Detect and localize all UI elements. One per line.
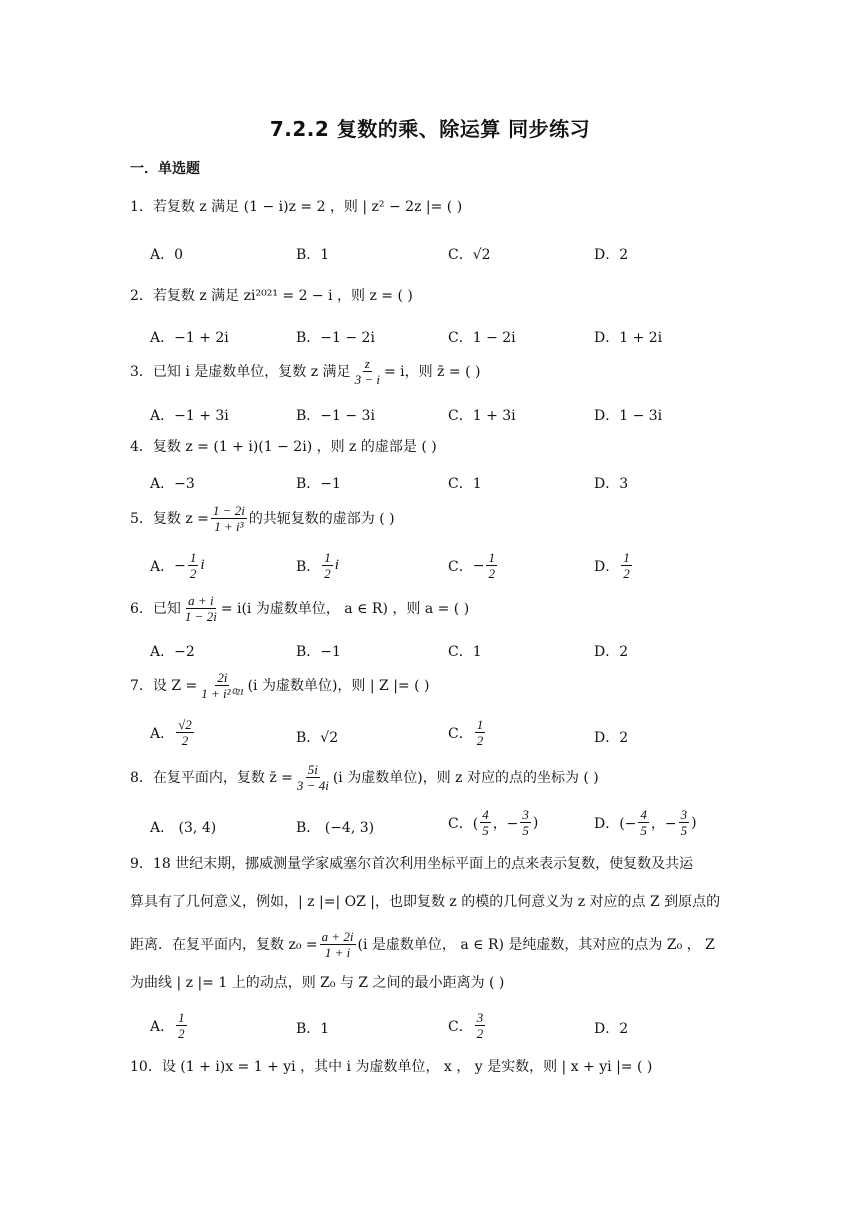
q3-option-d[interactable]: D．1 − 3i (594, 408, 663, 424)
q7-option-a[interactable]: A． $\frac{√2}{2}$ (150, 717, 192, 748)
q4-option-b[interactable]: B．−1 (296, 476, 341, 492)
q6-stem-b: = i(i 为虚数单位， a ∈ R) ，则 a = ( ) (220, 600, 470, 617)
q8-option-d[interactable]: D．(− $\frac{4}{5}$ ，− $\frac{3}{5}$ ) (594, 807, 697, 838)
q6-option-a[interactable]: A．−2 (150, 644, 195, 660)
q9-line-3b: (i 是虚数单位， a ∈ R) 是纯虚数，其对应的点为 Z₀ ， Z (357, 936, 715, 953)
q7-option-c[interactable]: C． $\frac{1}{2}$ (448, 717, 484, 748)
q8-option-b[interactable]: B． (−4, 3) (296, 820, 375, 836)
q8-option-a[interactable]: A． (3, 4) (150, 820, 217, 836)
q4-option-d[interactable]: D．3 (594, 476, 629, 492)
q4-option-a[interactable]: A．−3 (150, 476, 195, 492)
q9-option-b[interactable]: B．1 (296, 1021, 330, 1037)
question-9-line-2: 算具有了几何意义，例如，| z |=| OZ |，也即复数 z 的模的几何意义为 z 对应的点 Z 到原点的 (130, 894, 721, 910)
q6-option-c[interactable]: C．1 (448, 644, 482, 660)
q6-fraction: $\frac{a + i}{1 - 2i}$ (184, 593, 217, 624)
q7-option-d[interactable]: D．2 (594, 730, 629, 746)
section-heading: 一．单选题 (130, 161, 200, 177)
q8-stem-a: 8．在复平面内，复数 z̄ = (130, 769, 293, 786)
q6-stem-a: 6．已知 (130, 600, 181, 617)
question-4: 4．复数 z = (1 + i)(1 − 2i) ，则 z 的虚部是 ( ) (130, 439, 437, 455)
q9-fraction: $\frac{a + 2i}{1 + i}$ (321, 929, 354, 960)
q1-option-a[interactable]: A．0 (150, 247, 184, 263)
q3-option-c[interactable]: C．1 + 3i (448, 408, 516, 424)
q5-option-d[interactable]: D． $\frac{1}{2}$ (594, 550, 630, 581)
q8-stem-b: (i 为虚数单位)，则 z 对应的点的坐标为 ( ) (332, 769, 599, 786)
q6-option-b[interactable]: B．−1 (296, 644, 341, 660)
q5-option-c[interactable]: C． − $\frac{1}{2}$ (448, 550, 495, 581)
page-title: 7.2.2 复数的乘、除运算 同步练习 (269, 117, 591, 141)
q8-option-c[interactable]: C．( $\frac{4}{5}$ ，− $\frac{3}{5}$ ) (448, 807, 539, 838)
q3-stem-a: 3．已知 i 是虚数单位，复数 z 满足 (130, 363, 351, 380)
q9-option-c[interactable]: C． $\frac{3}{2}$ (448, 1010, 484, 1041)
question-5 (130, 503, 395, 534)
q5-option-a[interactable]: A． − $\frac{1}{2}$ i (150, 550, 205, 581)
q3-option-b[interactable]: B．−1 − 3i (296, 408, 375, 424)
q2-option-d[interactable]: D．1 + 2i (594, 330, 663, 346)
q3-option-a[interactable]: A．−1 + 3i (150, 408, 229, 424)
q7-option-b[interactable]: B．√2 (296, 730, 339, 746)
question-10: 10．设 (1 + i)x = 1 + yi ，其中 i 为虚数单位， x ， y 是实数，则 | x + yi |= ( ) (130, 1059, 653, 1075)
question-8 (130, 762, 599, 793)
q1-option-c[interactable]: C．√2 (448, 247, 491, 263)
q2-option-b[interactable]: B．−1 − 2i (296, 330, 375, 346)
q5-stem-a: 5．复数 z = (130, 510, 209, 527)
q6-option-d[interactable]: D．2 (594, 644, 629, 660)
q5-option-b[interactable]: B． $\frac{1}{2}$ i (296, 550, 339, 581)
question-1: 1．若复数 z 满足 (1 − i)z = 2 ，则 | z² − 2z |= ( ) (130, 199, 463, 215)
q9-option-d[interactable]: D．2 (594, 1021, 629, 1037)
question-7 (130, 670, 429, 701)
q9-line-3a: 距离．在复平面内，复数 z₀ = (130, 936, 318, 953)
question-9-line-1: 9．18 世纪末期，挪威测量学家威塞尔首次利用坐标平面上的点来表示复数，使复数及共运 (130, 856, 694, 872)
q3-fraction: $\frac{z}{3 - i}$ (354, 356, 380, 387)
q1-option-d[interactable]: D．2 (594, 247, 629, 263)
q7-stem-a: 7．设 Z = (130, 677, 198, 694)
question-3 (130, 356, 480, 387)
q4-option-c[interactable]: C．1 (448, 476, 482, 492)
q7-stem-b: (i 为虚数单位)，则 | Z |= ( ) (247, 677, 430, 694)
q5-stem-b: 的共轭复数的虚部为 ( ) (248, 510, 395, 527)
q1-option-b[interactable]: B．1 (296, 247, 330, 263)
question-9-line-3 (130, 929, 715, 960)
q5-fraction: $\frac{1 - 2i}{\text{1 + i³}}$ (212, 503, 245, 534)
q7-fraction: $\frac{2i}{\text{1 + i²⁰²¹}}$ (201, 670, 244, 701)
q2-option-a[interactable]: A．−1 + 2i (150, 330, 229, 346)
q8-fraction: $\frac{5i}{3 - 4i}$ (296, 762, 329, 793)
question-9-line-4: 为曲线 | z |= 1 上的动点，则 Z₀ 与 Z 之间的最小距离为 ( ) (130, 975, 505, 991)
question-6 (130, 593, 469, 624)
question-2: 2．若复数 z 满足 zi²⁰²¹ = 2 − i ，则 z = ( ) (130, 288, 413, 304)
q3-stem-b: = i，则 z̄ = ( ) (383, 363, 481, 380)
q9-option-a[interactable]: A． $\frac{1}{2}$ (150, 1010, 185, 1041)
q2-option-c[interactable]: C．1 − 2i (448, 330, 516, 346)
